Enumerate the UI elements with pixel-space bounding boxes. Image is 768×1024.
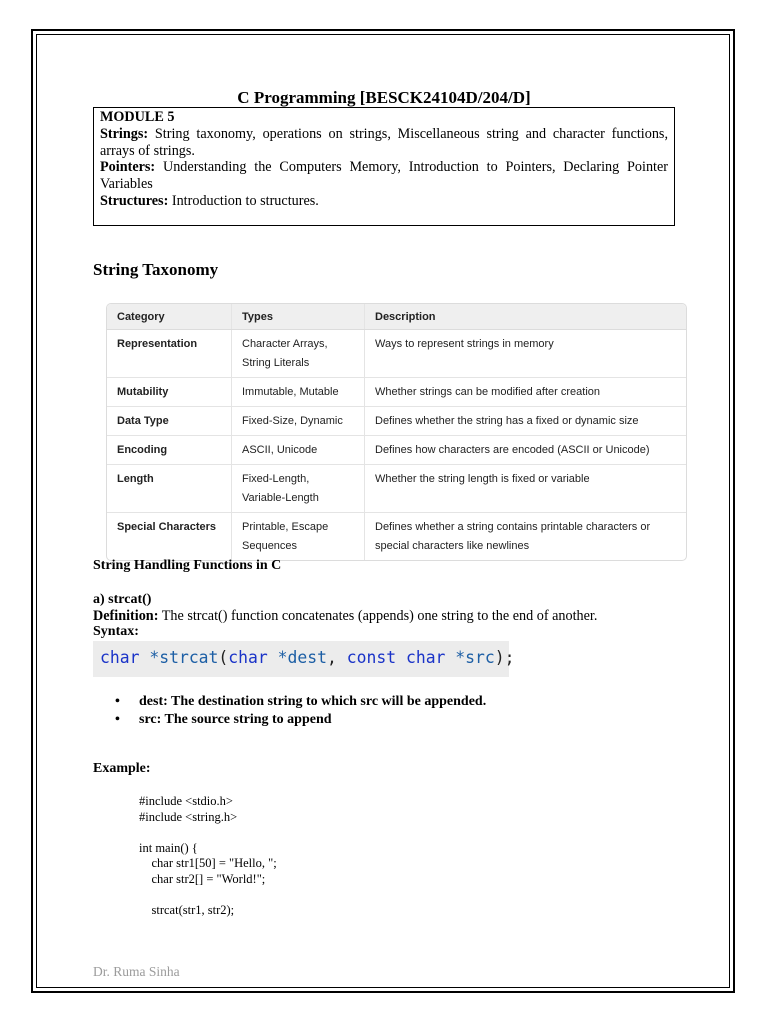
syntax-code-block: char *strcat(char *dest, const char *src); <box>93 641 509 677</box>
example-label: Example: <box>93 761 151 776</box>
code-line: int main() { <box>139 840 198 855</box>
module-structures: Structures: Introduction to structures. <box>100 192 319 209</box>
table-cell-category: Special Characters <box>107 513 232 561</box>
list-item: • src: The source string to append <box>115 712 332 727</box>
strcat-heading: a) strcat() <box>93 592 152 607</box>
table-cell-category: Representation <box>107 330 232 378</box>
table-header-row <box>107 304 686 330</box>
table-cell-description: Whether strings can be modified after creation <box>365 378 687 407</box>
module-summary-box <box>93 107 675 226</box>
footer-author: Dr. Ruma Sinha <box>93 964 180 979</box>
table-cell-description: Whether the string length is fixed or variable <box>365 465 687 513</box>
functions-heading: String Handling Functions in C <box>93 558 282 573</box>
table-row <box>107 465 686 513</box>
table-cell-category: Length <box>107 465 232 513</box>
code-line: #include <stdio.h> <box>139 794 233 808</box>
table-cell-category: Mutability <box>107 378 232 407</box>
example-code <box>139 794 277 919</box>
taxonomy-table <box>106 303 687 561</box>
column-header: Category <box>107 304 232 330</box>
code-line <box>139 888 277 904</box>
table-cell-category: Data Type <box>107 407 232 436</box>
table-cell-types: Printable, Escape Sequences <box>232 513 365 561</box>
table-cell-description: Defines whether a string contains printable characters or special characters like newlines <box>365 513 687 561</box>
strcat-definition: Definition: The strcat() function concatenates (appends) one string to the end of another. <box>93 608 598 624</box>
table-cell-category: Encoding <box>107 436 232 465</box>
table-cell-description: Defines whether the string has a fixed or dynamic size <box>365 407 687 436</box>
table-cell-types: ASCII, Unicode <box>232 436 365 465</box>
code-line <box>139 825 277 841</box>
document-title: C Programming [BESCK24104D/204/D] <box>237 88 531 107</box>
column-header: Types <box>232 304 365 330</box>
taxonomy-heading: String Taxonomy <box>93 260 219 279</box>
code-line: char str2[] = "World!"; <box>139 871 266 886</box>
code-line: #include <string.h> <box>139 809 238 824</box>
table-row <box>107 378 686 407</box>
code-line: strcat(str1, str2); <box>139 903 235 918</box>
bullet-icon: • <box>115 712 120 727</box>
module-pointers: Pointers: Understanding the Computers Memory, Introduction to Pointers, Declaring Pointer Variables <box>100 159 668 193</box>
table-cell-types: Fixed-Length, Variable-Length <box>232 465 365 513</box>
module-heading: MODULE 5 <box>100 109 175 125</box>
module-strings: Strings: String taxonomy, operations on strings, Miscellaneous string and character functions, arrays of strings. <box>100 125 668 159</box>
table-cell-description: Ways to represent strings in memory <box>365 330 687 378</box>
list-item: • dest: The destination string to which src will be appended. <box>115 694 487 709</box>
table-row <box>107 513 686 561</box>
syntax-label: Syntax: <box>93 624 139 639</box>
table-row <box>107 407 686 436</box>
code-line: char str1[50] = "Hello, "; <box>139 856 277 871</box>
table-row <box>107 330 686 378</box>
bullet-icon: • <box>115 694 120 709</box>
table-row <box>107 436 686 465</box>
table-cell-description: Defines how characters are encoded (ASCII or Unicode) <box>365 436 687 465</box>
parameter-list <box>115 693 486 729</box>
table-cell-types: Immutable, Mutable <box>232 378 365 407</box>
table-cell-types: Fixed-Size, Dynamic <box>232 407 365 436</box>
table-cell-types: Character Arrays, String Literals <box>232 330 365 378</box>
column-header: Description <box>365 304 687 330</box>
